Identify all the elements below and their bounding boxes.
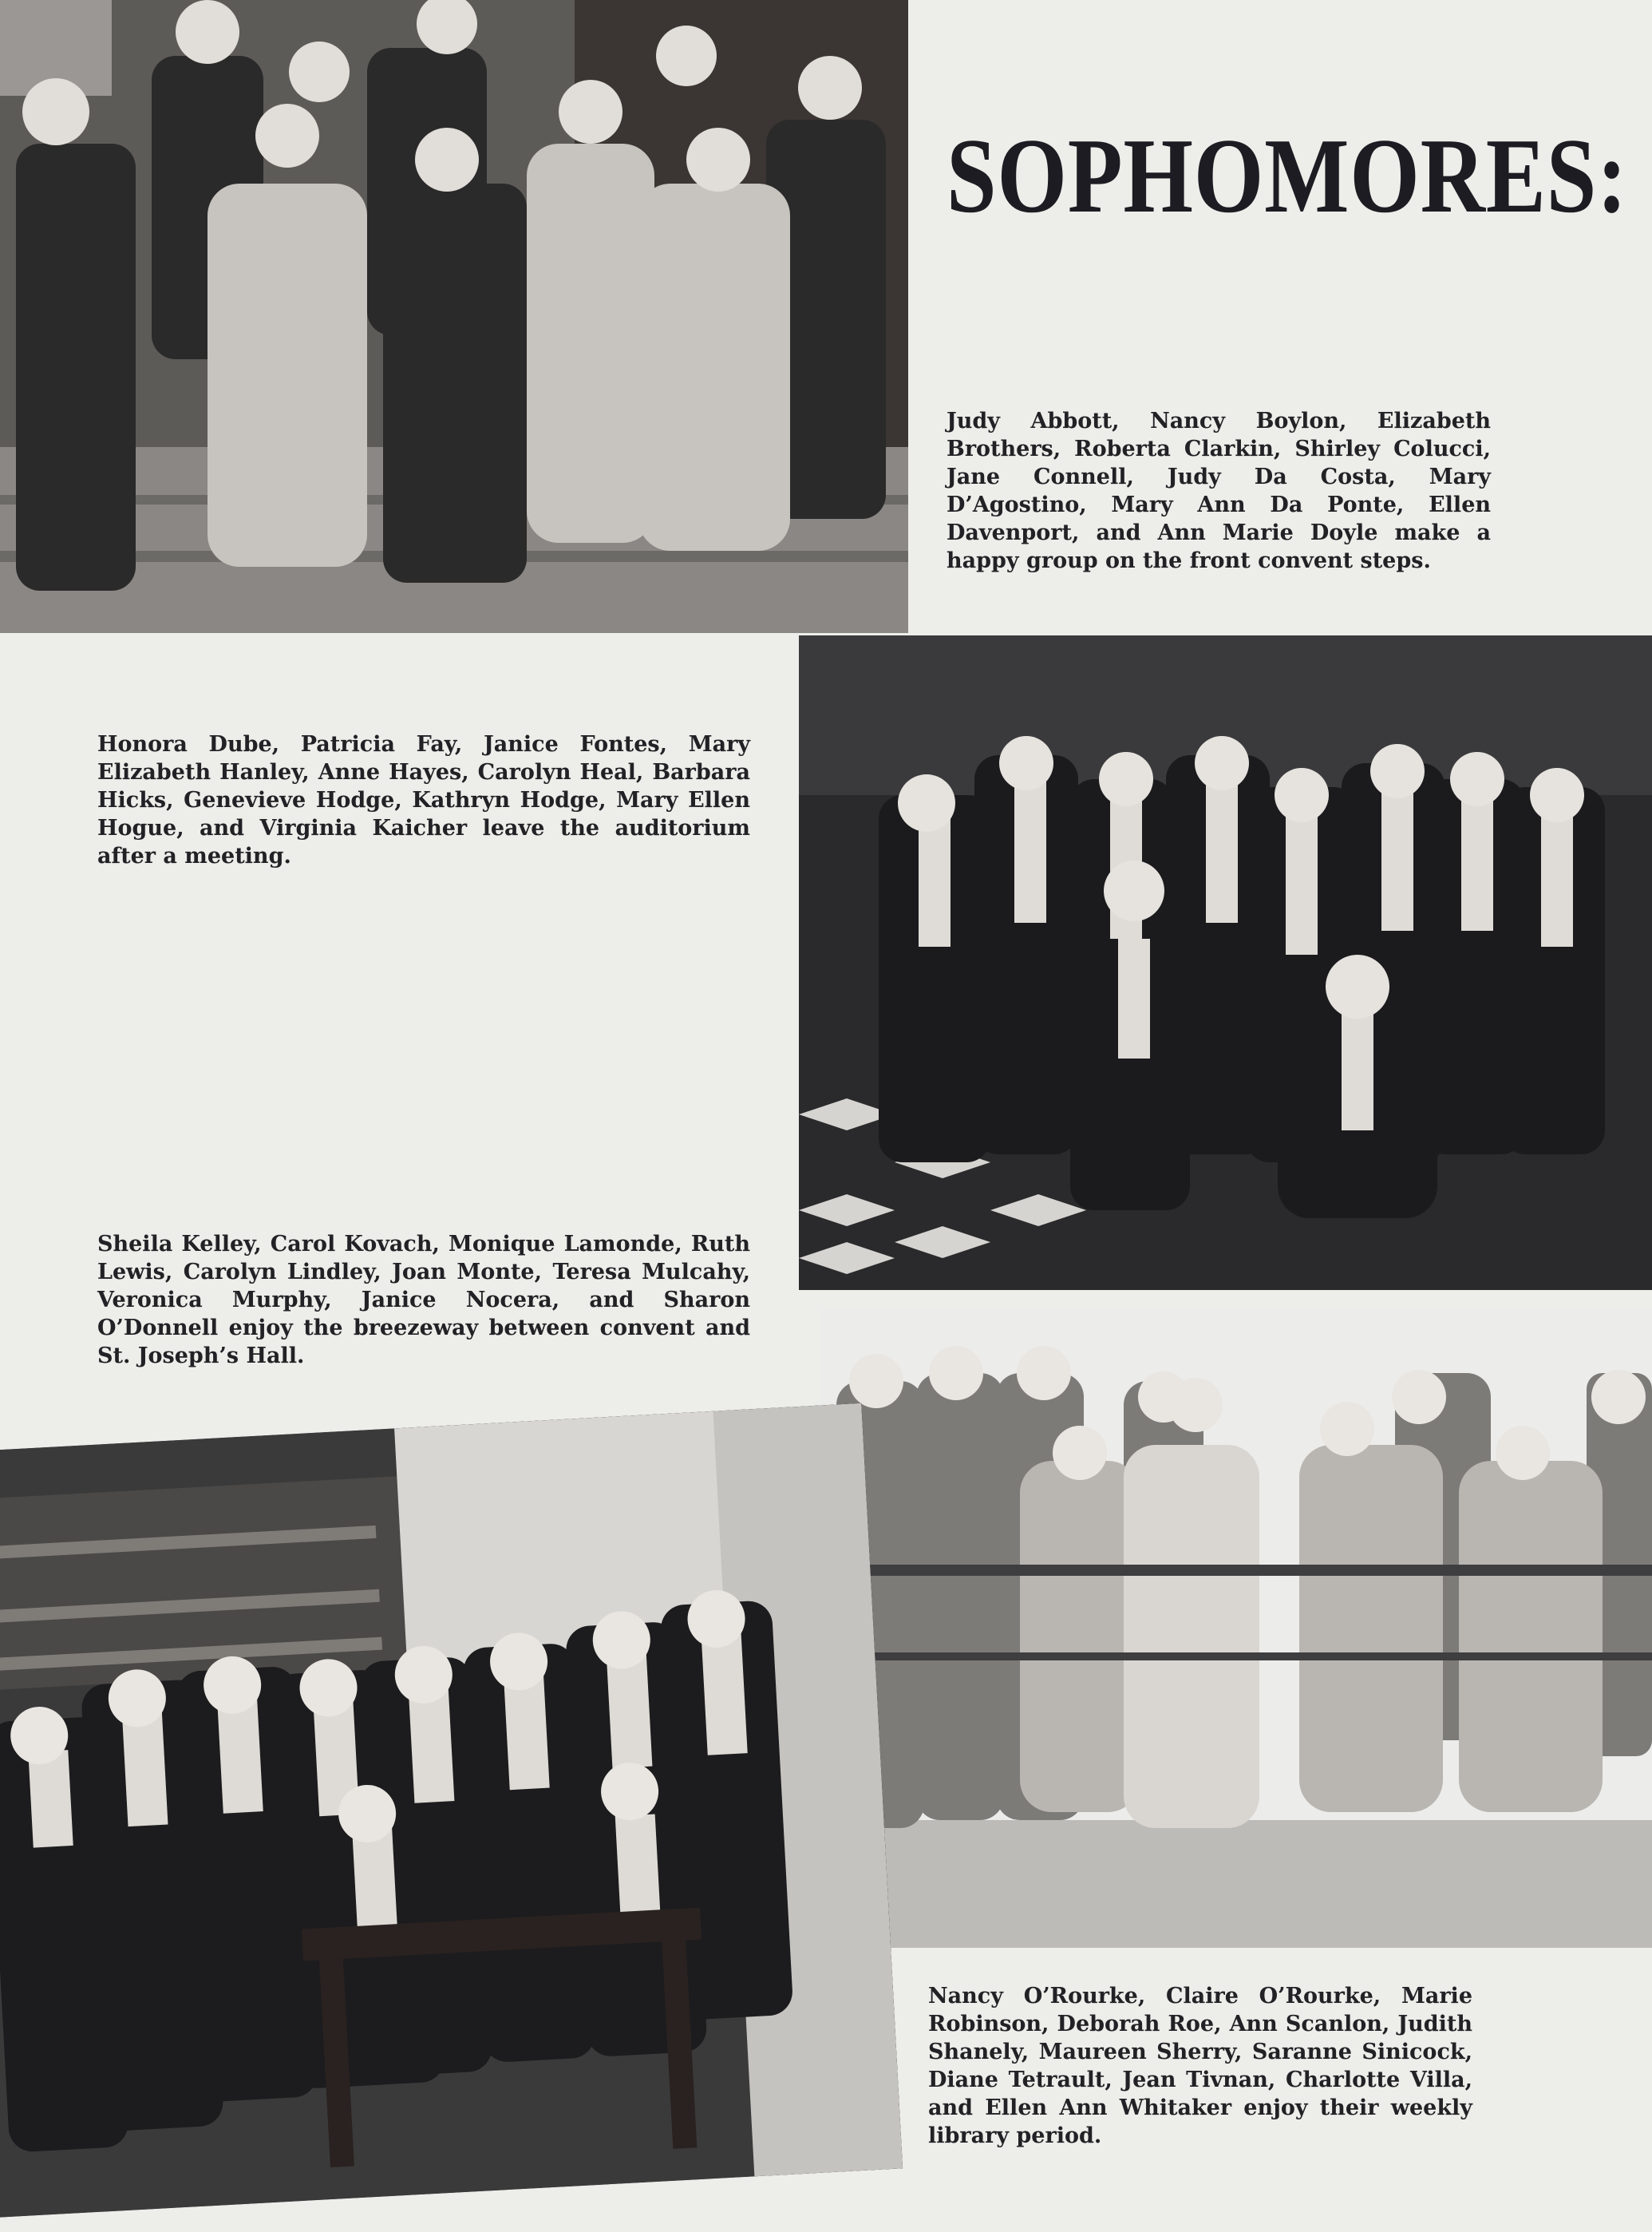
caption-auditorium: Honora Dube, Patricia Fay, Janice Fontes, Mary Elizabeth Hanley, Anne Hayes, Carolyn Heal, Barbara Hicks, Genevieve Hodge, Kathryn Hodge, Mary Ellen Hogue, and Virginia Kaicher leave the auditorium after a meeting. — [97, 732, 750, 869]
photo-library — [0, 1403, 903, 2218]
page-heading: SOPHOMORES: — [947, 117, 1628, 235]
photo-breezeway — [820, 1309, 1652, 1948]
caption-library: Nancy O’Rourke, Claire O’Rourke, Marie Robinson, Deborah Roe, Ann Scanlon, Judith Shanely, Maureen Sherry, Saranne Sinicock, Diane Tetrault, Jean Tivnan, Charlotte Villa, and Ellen Ann Whitaker enjoy their weekly library period. — [928, 1984, 1472, 2148]
caption-breezeway: Sheila Kelley, Carol Kovach, Monique Lamonde, Ruth Lewis, Carolyn Lindley, Joan Monte, Teresa Mulcahy, Veronica Murphy, Janice Nocera, and Sharon O’Donnell enjoy the breezeway between convent and St. Joseph’s Hall. — [97, 1232, 750, 1368]
photo-convent-steps — [0, 0, 908, 633]
caption-convent-steps: Judy Abbott, Nancy Boylon, Elizabeth Brothers, Roberta Clarkin, Shirley Colucci, Jane Connell, Judy Da Costa, Mary D’Agostino, Mary Ann Da Ponte, Ellen Davenport, and Ann Marie Doyle make a happy group on the front convent steps. — [947, 409, 1491, 573]
photo-auditorium — [799, 635, 1652, 1290]
